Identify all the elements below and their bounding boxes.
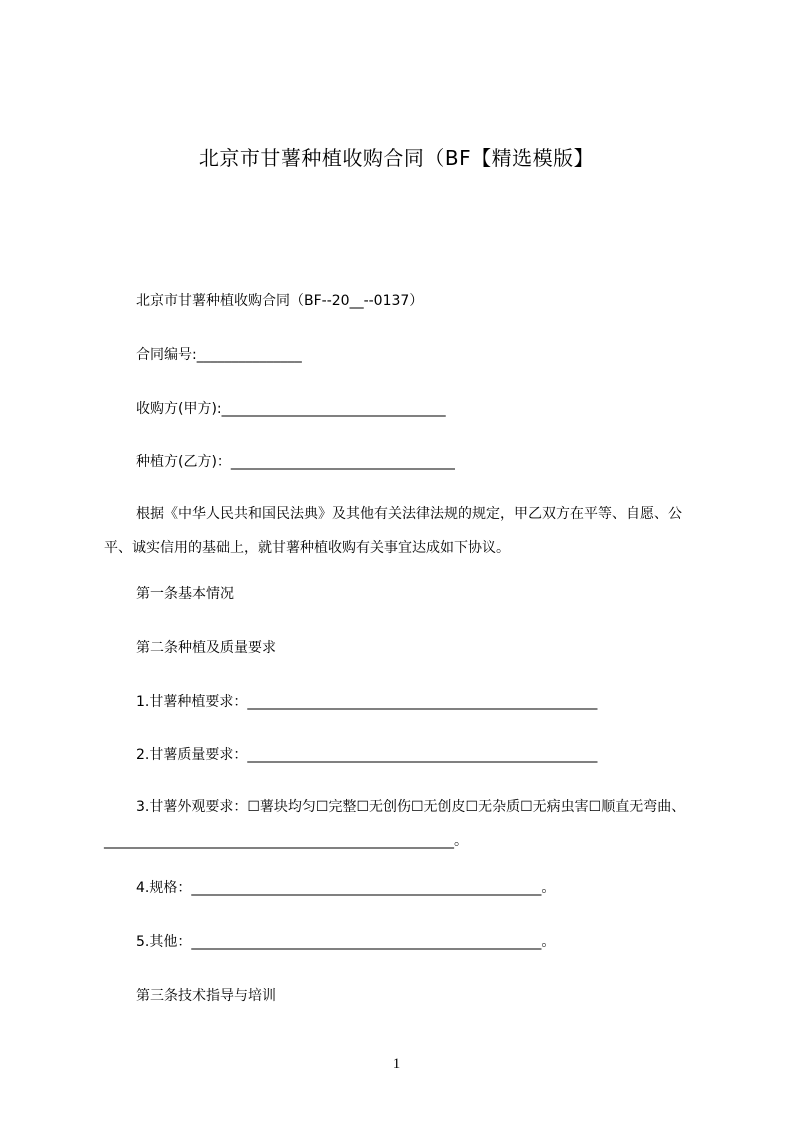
article-3-heading: 第三条技术指导与培训: [136, 988, 276, 1004]
page-number: 1: [392, 1056, 401, 1072]
contract-subtitle: 北京市甘薯种植收购合同（BF--20__--0137）: [136, 293, 424, 309]
preamble-paragraph: [104, 497, 704, 565]
item-1-planting-requirements: 1.甘薯种植要求：__________________________________________________: [136, 694, 598, 710]
article-1-heading: 第一条基本情况: [136, 586, 234, 602]
item-2-quality-requirements: 2.甘薯质量要求：__________________________________________________: [136, 747, 598, 763]
item-3-appearance-requirements: [104, 790, 704, 858]
preamble-text: 根据《中华人民共和国民法典》及其他有关法律法规的规定，甲乙双方在平等、自愿、公平、诚实信用的基础上，就甘薯种植收购有关事宜达成如下协议。: [104, 506, 682, 556]
grower-field: 种植方(乙方)：________________________________: [136, 454, 455, 470]
item-5-other: 5.其他：__________________________________________________。: [136, 934, 556, 950]
contract-number-field: 合同编号:_______________: [136, 347, 302, 363]
article-2-heading: 第二条种植及质量要求: [136, 640, 276, 656]
buyer-field: 收购方(甲方):________________________________: [136, 401, 446, 417]
item-4-specifications: 4.规格：__________________________________________________。: [136, 880, 556, 896]
document-title: 北京市甘薯种植收购合同（BF【精选模版】: [198, 146, 595, 170]
item-3-text: 3.甘薯外观要求：☐薯块均匀☐完整☐无创伤☐无创皮☐无杂质☐无病虫害☐顺直无弯曲、__________________________________________________。: [104, 799, 686, 849]
